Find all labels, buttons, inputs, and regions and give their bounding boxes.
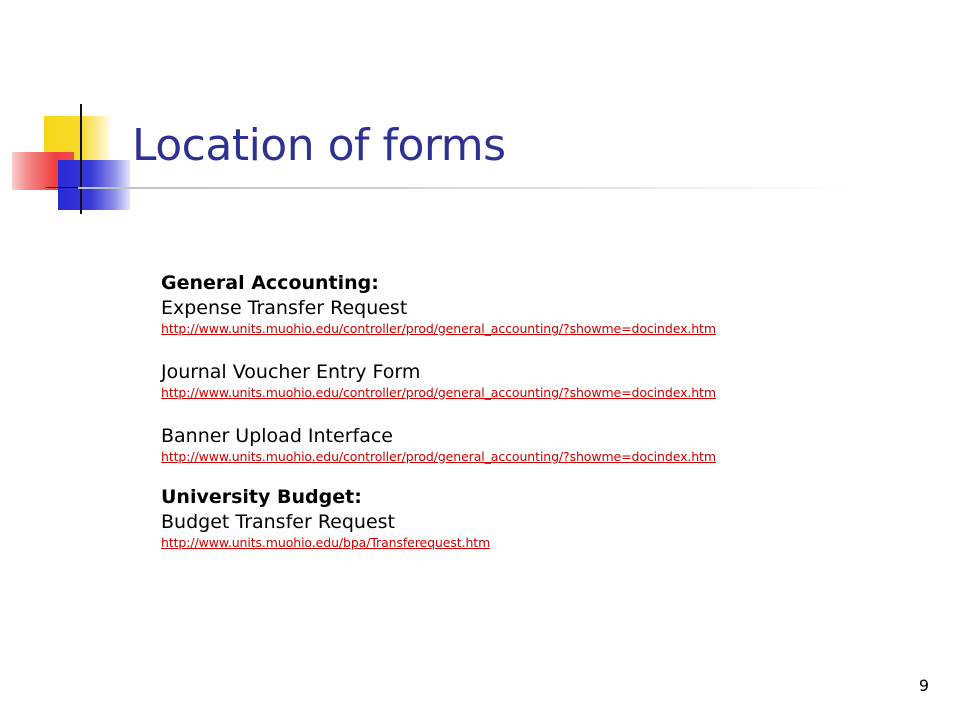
section-heading: General Accounting: xyxy=(161,272,379,294)
form-name: Banner Upload Interface xyxy=(161,425,393,447)
form-entry xyxy=(161,510,901,552)
slide-content xyxy=(161,270,901,552)
form-entry xyxy=(161,360,901,402)
decorative-corner-blocks xyxy=(0,0,140,230)
spacer xyxy=(161,466,901,484)
section-general-accounting xyxy=(161,270,901,466)
title-underline-rule xyxy=(78,187,868,189)
form-link[interactable]: http://www.units.muohio.edu/controller/prod/general_accounting/?showme=docindex.htm xyxy=(161,321,716,336)
form-link[interactable]: http://www.units.muohio.edu/controller/prod/general_accounting/?showme=docindex.htm xyxy=(161,449,716,464)
spacer xyxy=(161,402,901,424)
form-name: Expense Transfer Request xyxy=(161,297,408,319)
section-heading: University Budget: xyxy=(161,486,362,508)
form-link[interactable]: http://www.units.muohio.edu/controller/prod/general_accounting/?showme=docindex.htm xyxy=(161,385,716,400)
form-name: Budget Transfer Request xyxy=(161,511,395,533)
blue-square-decoration xyxy=(58,160,130,210)
section-university-budget xyxy=(161,484,901,552)
vertical-rule-decoration xyxy=(80,104,82,214)
form-link[interactable]: http://www.units.muohio.edu/bpa/Transferequest.htm xyxy=(161,535,491,550)
form-entry xyxy=(161,296,901,338)
form-entry xyxy=(161,424,901,466)
slide-title: Location of forms xyxy=(132,120,506,171)
spacer xyxy=(161,338,901,360)
page-number: 9 xyxy=(918,676,929,695)
form-name: Journal Voucher Entry Form xyxy=(161,361,421,383)
